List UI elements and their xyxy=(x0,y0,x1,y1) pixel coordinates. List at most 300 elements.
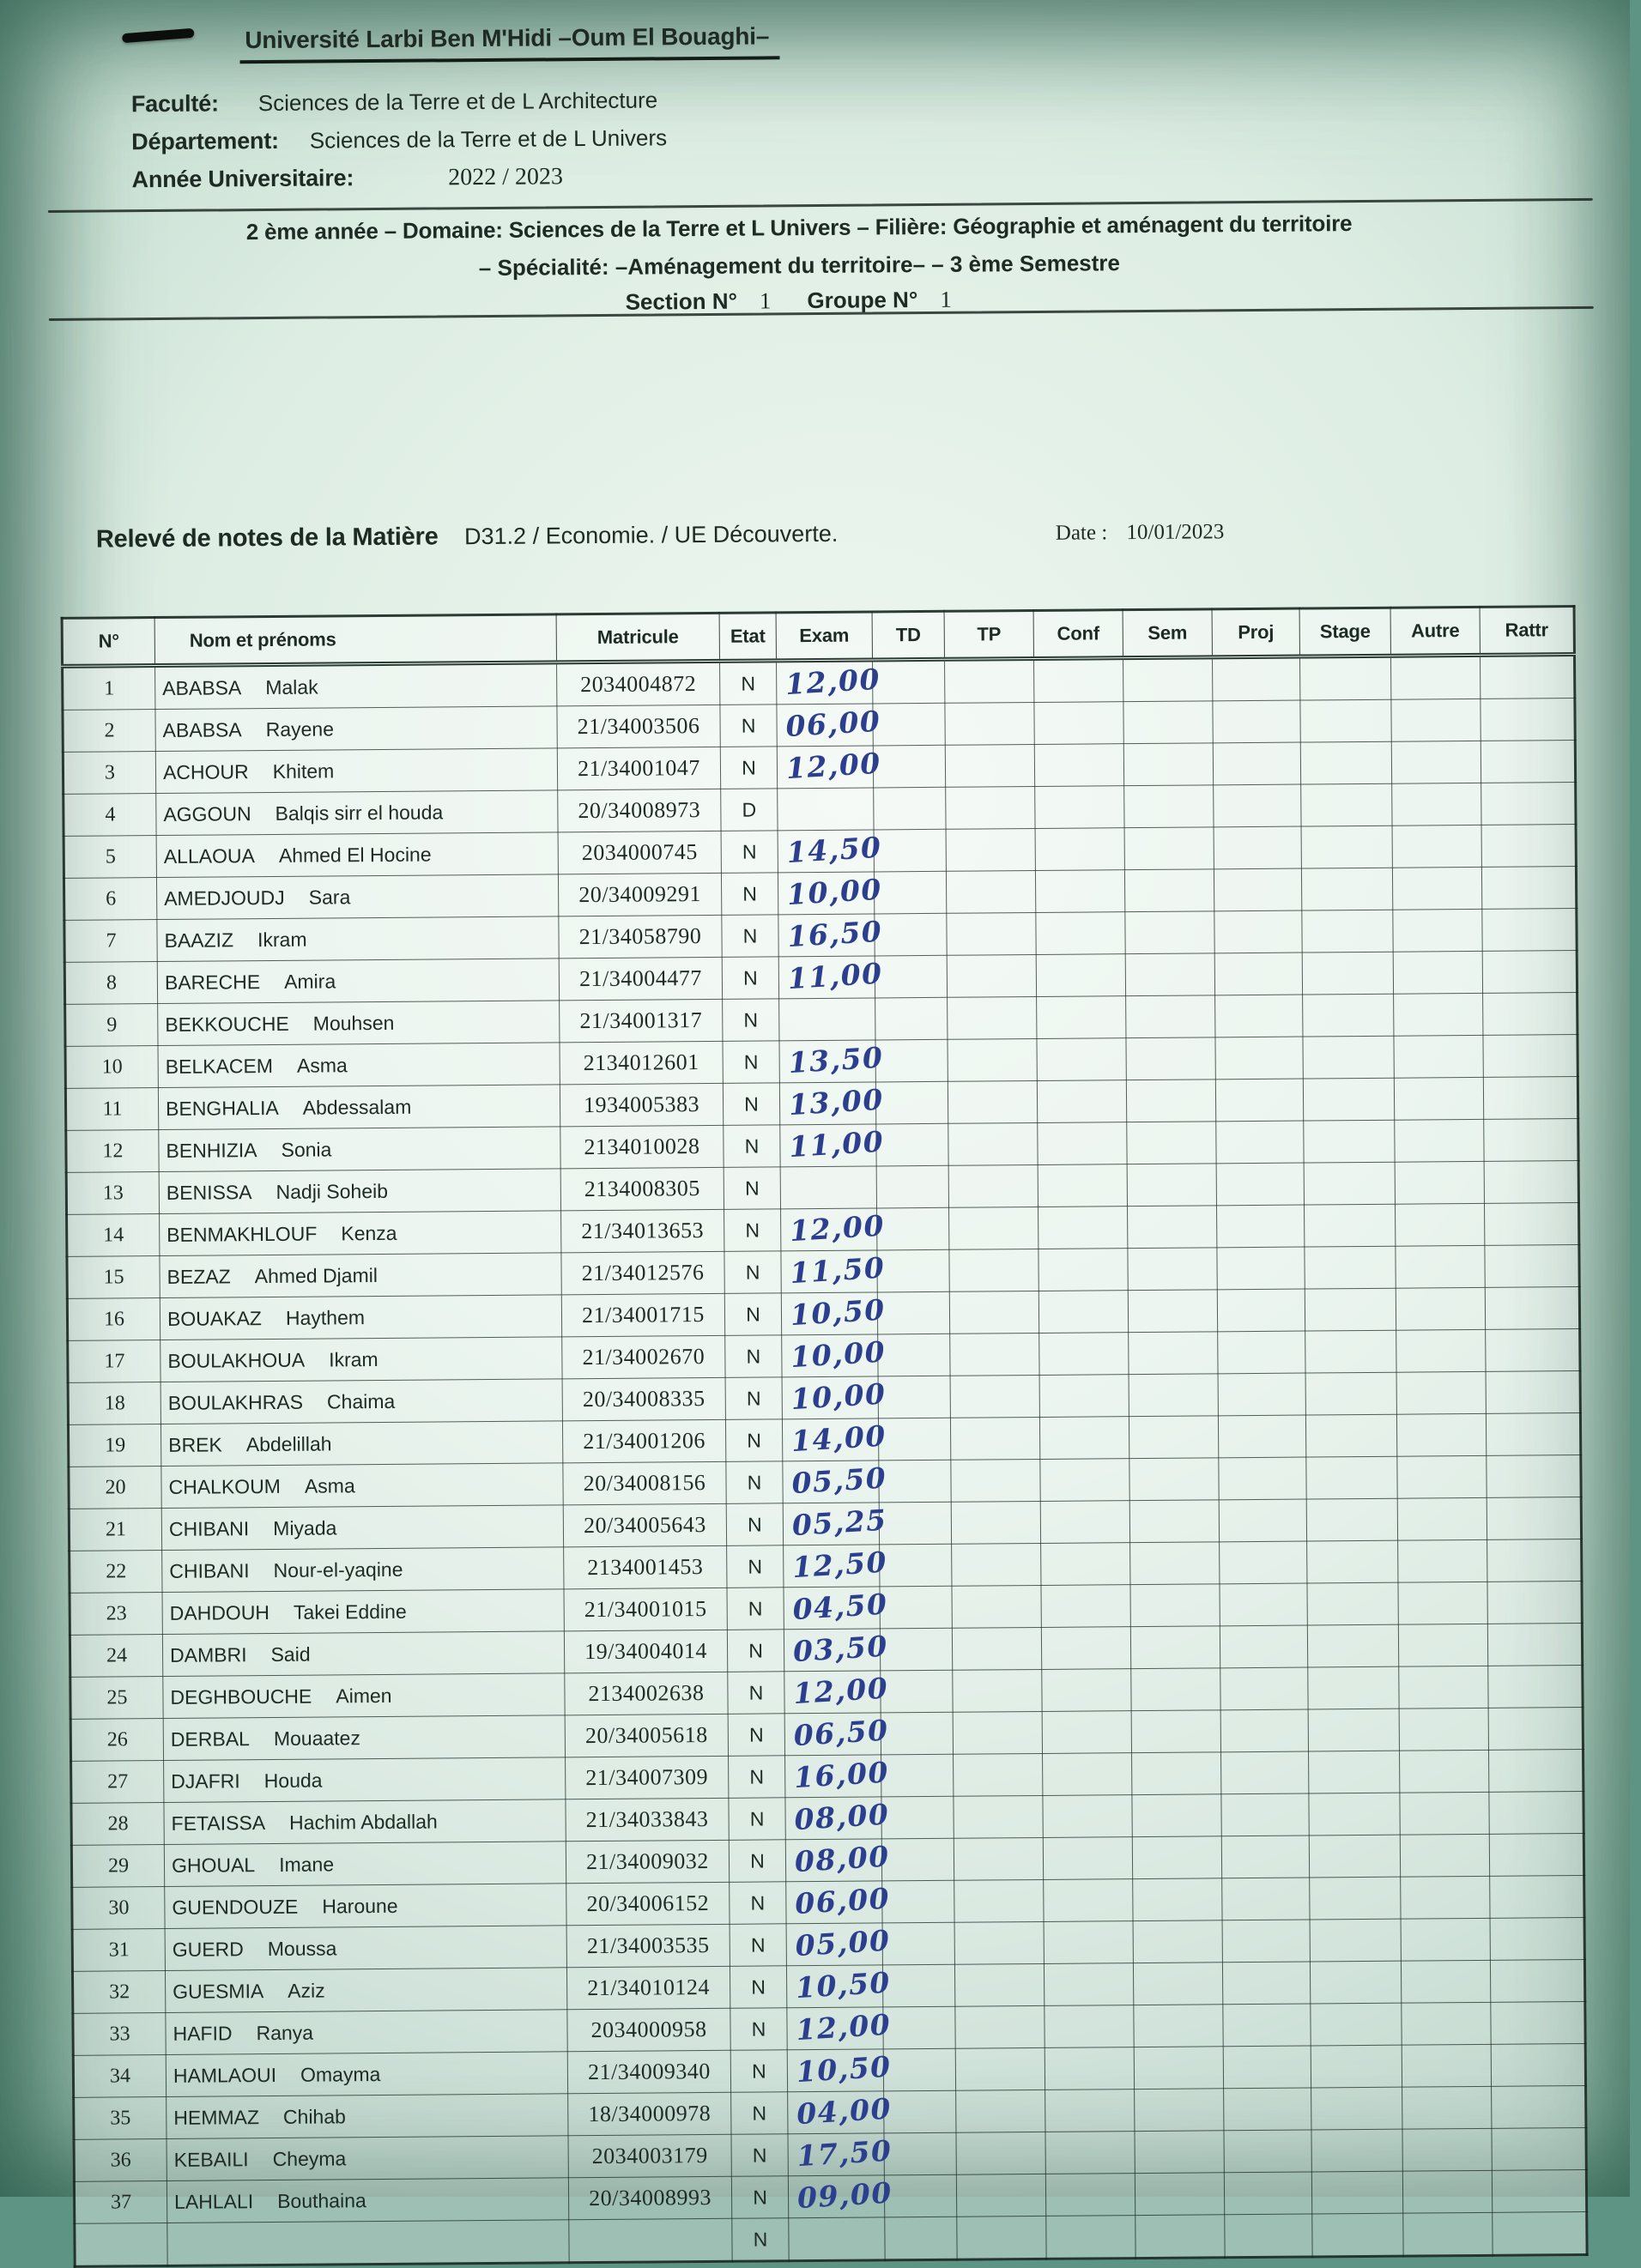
cell-sem xyxy=(1126,1080,1215,1122)
cell-proj xyxy=(1216,1163,1304,1206)
student-last-name: BOULAKHOUA xyxy=(167,1348,305,1371)
cell-td xyxy=(877,1249,949,1292)
cell-tp xyxy=(949,1207,1038,1249)
handwritten-grade: 10,50 xyxy=(796,2049,893,2089)
cell-exam xyxy=(777,746,873,789)
cell-tp xyxy=(957,2216,1046,2259)
handwritten-grade: 12,00 xyxy=(784,662,881,701)
student-last-name: ABABSA xyxy=(163,718,242,741)
cell-conf xyxy=(1038,1249,1128,1291)
cell-exam xyxy=(778,914,875,957)
cell-rattr xyxy=(1482,951,1577,994)
cell-etat: N xyxy=(726,1461,783,1504)
cell-conf xyxy=(1038,1122,1127,1165)
student-last-name: ALLAOUA xyxy=(164,844,255,868)
handwritten-grade: 10,50 xyxy=(790,1292,887,1332)
student-last-name: HEMMAZ xyxy=(173,2106,259,2129)
cell-tp xyxy=(954,1879,1044,1922)
cell-etat: N xyxy=(724,1251,781,1294)
cell-matricule: 2134002638 xyxy=(565,1672,728,1715)
cell-exam xyxy=(784,1629,880,1672)
cell-stage xyxy=(1306,1456,1397,1499)
cell-etat: N xyxy=(721,873,778,916)
cell-matricule: 20/34006152 xyxy=(566,1882,730,1925)
cell-etat: N xyxy=(729,1756,785,1799)
cell-autre xyxy=(1391,699,1481,741)
cell-stage xyxy=(1312,2213,1403,2257)
cell-autre xyxy=(1392,825,1481,868)
cell-conf xyxy=(1038,1207,1128,1249)
cell-name xyxy=(155,662,557,710)
student-last-name: BARECHE xyxy=(165,971,260,994)
handwritten-grade: 10,00 xyxy=(790,1334,887,1374)
cell-matricule: 2134008305 xyxy=(560,1167,724,1210)
cell-matricule: 21/34033843 xyxy=(566,1798,729,1841)
cell-number: 1 xyxy=(63,666,155,711)
cell-tp xyxy=(945,744,1034,787)
department-value: Sciences de la Terre et de L Univers xyxy=(310,124,667,154)
cell-number: 30 xyxy=(72,1886,165,1929)
cell-autre xyxy=(1392,867,1481,910)
cell-sem xyxy=(1130,1626,1220,1669)
cell-matricule: 21/34004477 xyxy=(559,957,722,1000)
cell-proj xyxy=(1221,1793,1309,1836)
cell-exam xyxy=(788,2133,884,2176)
cell-etat: N xyxy=(727,1630,784,1672)
cell-tp xyxy=(956,2132,1045,2174)
cell-td xyxy=(878,1376,950,1418)
handwritten-grade: 10,00 xyxy=(790,1376,887,1416)
column-header: Rattr xyxy=(1480,607,1574,656)
program-line-2: – Spécialité: –Aménagement du territoire– – 3 ème Semestre xyxy=(59,246,1539,285)
student-last-name: BOULAKHRAS xyxy=(168,1390,303,1413)
cell-etat: D xyxy=(721,789,778,832)
sheet-title-value: D31.2 / Economie. / UE Découverte. xyxy=(464,521,838,549)
cell-name xyxy=(160,1295,561,1340)
cell-exam xyxy=(781,1250,877,1293)
program-line-1: 2 ème année – Domaine: Sciences de la Terre et L Univers – Filière: Géographie et aménagent du territoire xyxy=(59,209,1539,247)
cell-proj xyxy=(1215,1079,1303,1122)
cell-number: 24 xyxy=(70,1634,162,1677)
cell-tp xyxy=(951,1501,1040,1544)
cell-conf xyxy=(1046,2216,1135,2259)
cell-conf xyxy=(1045,2132,1135,2174)
cell-proj xyxy=(1224,2130,1311,2173)
cell-stage xyxy=(1310,1877,1401,1920)
cell-rattr xyxy=(1492,2169,1586,2212)
handwritten-grade: 16,00 xyxy=(793,1755,890,1794)
column-header: N° xyxy=(62,618,154,667)
cell-stage xyxy=(1303,1078,1394,1121)
cell-exam xyxy=(786,1881,882,1924)
cell-matricule: 2134001453 xyxy=(564,1545,727,1588)
table-body xyxy=(63,655,1588,2267)
cell-proj xyxy=(1219,1457,1306,1500)
academic-year-label: Année Universitaire: xyxy=(131,165,354,193)
cell-sem xyxy=(1125,911,1214,954)
cell-number: 37 xyxy=(74,2180,167,2223)
handwritten-grade: 08,00 xyxy=(794,1839,891,1878)
student-first-name: Takei Eddine xyxy=(294,1600,407,1623)
cell-tp xyxy=(952,1543,1041,1586)
cell-number: 4 xyxy=(64,794,156,837)
cell-stage xyxy=(1305,1414,1396,1457)
cell-proj xyxy=(1212,656,1299,701)
cell-number: 31 xyxy=(72,1928,165,1971)
cell-td xyxy=(881,1796,954,1839)
student-first-name: Abdelillah xyxy=(246,1432,332,1455)
cell-td xyxy=(875,913,947,956)
column-header: TD xyxy=(872,611,944,660)
cell-number: 19 xyxy=(68,1424,160,1467)
faculty-label: Faculté: xyxy=(131,90,219,118)
cell-stage xyxy=(1302,952,1393,995)
cell-matricule: 21/34058790 xyxy=(559,915,722,958)
cell-rattr xyxy=(1483,1035,1577,1078)
department-row xyxy=(131,124,667,166)
cell-td xyxy=(879,1460,951,1503)
cell-etat: N xyxy=(730,1966,786,2009)
cell-rattr xyxy=(1480,655,1574,699)
cell-stage xyxy=(1305,1330,1396,1373)
cell-name xyxy=(164,1757,566,1803)
cell-autre xyxy=(1402,2086,1492,2129)
cell-number: 29 xyxy=(71,1844,164,1887)
student-last-name: GHOUAL xyxy=(172,1854,255,1877)
cell-matricule: 20/34008973 xyxy=(558,789,721,832)
cell-td xyxy=(875,1081,948,1124)
cell-tp xyxy=(946,828,1035,871)
cell-td xyxy=(876,1123,948,1166)
cell-name xyxy=(160,1421,562,1467)
handwritten-grade: 05,00 xyxy=(795,1923,892,1963)
cell-conf xyxy=(1038,1291,1128,1334)
cell-matricule: 20/34009291 xyxy=(558,873,721,916)
cell-sem xyxy=(1128,1290,1217,1333)
cell-autre xyxy=(1398,1624,1487,1666)
cell-conf xyxy=(1045,2174,1135,2217)
student-last-name: AGGOUN xyxy=(163,802,251,826)
cell-etat: N xyxy=(731,2134,788,2177)
student-first-name: Chihab xyxy=(283,2105,346,2128)
cell-matricule: 21/34001715 xyxy=(561,1293,724,1336)
cell-proj xyxy=(1222,1878,1310,1920)
cell-rattr xyxy=(1487,1455,1581,1498)
cell-rattr xyxy=(1490,1959,1584,2002)
student-first-name: Mouhsen xyxy=(313,1011,395,1034)
cell-td xyxy=(876,1165,948,1208)
cell-td xyxy=(873,745,945,788)
cell-td xyxy=(881,1670,953,1713)
student-first-name: Kenza xyxy=(341,1221,397,1244)
cell-matricule: 2034000958 xyxy=(567,2008,730,2051)
cell-sem xyxy=(1129,1374,1218,1417)
cell-tp xyxy=(949,1291,1038,1334)
academic-year-row xyxy=(131,162,667,204)
student-last-name: HAMLAOUI xyxy=(173,2063,276,2086)
cell-number: 7 xyxy=(64,920,157,963)
cell-tp xyxy=(954,1963,1044,2006)
cell-td xyxy=(879,1502,951,1545)
cell-etat: N xyxy=(724,1167,780,1210)
cell-conf xyxy=(1045,2005,1134,2048)
student-last-name: FETAISSA xyxy=(172,1811,266,1835)
cell-sem xyxy=(1123,701,1213,744)
cell-exam xyxy=(786,1923,882,1966)
cell-sem xyxy=(1123,743,1213,786)
cell-proj xyxy=(1217,1205,1305,1248)
cell-autre xyxy=(1401,1876,1490,1919)
cell-matricule: 21/34001047 xyxy=(557,747,720,789)
student-last-name: BELKACEM xyxy=(166,1054,273,1077)
handwritten-grade: 13,50 xyxy=(787,1040,884,1080)
student-first-name: Imane xyxy=(279,1853,334,1876)
cell-conf xyxy=(1037,996,1126,1039)
cell-sem xyxy=(1128,1206,1217,1249)
cell-autre xyxy=(1402,2170,1492,2213)
cell-etat: N xyxy=(721,831,778,874)
cell-exam xyxy=(785,1755,881,1798)
cell-exam xyxy=(780,1166,876,1209)
cell-sem xyxy=(1130,1542,1220,1585)
column-header: Exam xyxy=(776,612,872,661)
cell-name xyxy=(159,1169,560,1214)
cell-tp xyxy=(954,1795,1043,1838)
student-last-name: CHIBANI xyxy=(169,1517,249,1540)
cell-sem xyxy=(1134,2005,1223,2047)
cell-number: 6 xyxy=(64,878,156,921)
cell-number: 23 xyxy=(70,1592,162,1635)
cell-autre xyxy=(1400,1792,1489,1835)
student-last-name: BENMAKHLOUF xyxy=(167,1222,317,1245)
cell-rattr xyxy=(1486,1329,1580,1372)
cell-conf xyxy=(1039,1417,1129,1460)
cell-stage xyxy=(1305,1204,1396,1247)
cell-rattr xyxy=(1487,1582,1582,1624)
student-last-name: DAHDOUH xyxy=(170,1601,269,1624)
cell-number: 18 xyxy=(68,1382,160,1425)
cell-etat: N xyxy=(720,705,777,747)
cell-conf xyxy=(1043,1753,1132,1796)
cell-tp xyxy=(948,1080,1037,1123)
cell-sem xyxy=(1124,785,1214,828)
date-block xyxy=(1056,520,1225,546)
cell-tp xyxy=(948,1122,1038,1165)
student-first-name: Sonia xyxy=(281,1138,331,1160)
cell-exam xyxy=(784,1545,880,1588)
section-label: Section N° xyxy=(626,288,738,316)
cell-matricule: 21/34002670 xyxy=(562,1335,725,1378)
cell-stage xyxy=(1305,1288,1396,1331)
cell-stage xyxy=(1305,1372,1396,1415)
cell-autre xyxy=(1395,1161,1484,1204)
cell-number: 2 xyxy=(63,710,155,753)
cell-rattr xyxy=(1486,1413,1580,1456)
handwritten-grade: 14,00 xyxy=(790,1418,887,1458)
student-last-name: BENGHALIA xyxy=(166,1096,279,1119)
cell-conf xyxy=(1033,658,1123,703)
cell-exam xyxy=(778,788,874,831)
student-last-name: BENISSA xyxy=(167,1181,252,1204)
student-first-name: Cheyma xyxy=(273,2147,347,2170)
cell-td xyxy=(880,1544,952,1587)
column-header: Autre xyxy=(1390,607,1480,656)
cell-number: 33 xyxy=(73,2012,166,2055)
column-header: Conf xyxy=(1033,610,1123,659)
cell-number: 25 xyxy=(70,1676,163,1719)
cell-tp xyxy=(949,1249,1038,1291)
student-last-name: DERBAL xyxy=(171,1727,250,1751)
cell-etat: N xyxy=(729,1840,785,1883)
handwritten-grade: 06,00 xyxy=(794,1881,891,1920)
cell-autre xyxy=(1401,1960,1490,2003)
cell-etat: N xyxy=(732,2218,789,2262)
cell-sem xyxy=(1132,1836,1221,1879)
cell-td xyxy=(883,2048,955,2091)
handwritten-grade: 08,00 xyxy=(793,1797,890,1836)
date-value: 10/01/2023 xyxy=(1126,520,1224,544)
cell-autre xyxy=(1396,1245,1485,1288)
cell-stage xyxy=(1304,1120,1395,1163)
cell-number: 15 xyxy=(67,1256,160,1299)
cell-autre xyxy=(1393,909,1482,952)
cell-td xyxy=(880,1586,952,1629)
cell-sem xyxy=(1131,1668,1220,1711)
handwritten-grade: 10,00 xyxy=(786,872,883,911)
student-first-name: Amira xyxy=(284,970,336,992)
cell-name xyxy=(166,2052,567,2097)
cell-stage xyxy=(1305,1246,1396,1289)
cell-td xyxy=(882,1880,954,1923)
column-header: Etat xyxy=(719,613,776,662)
cell-stage xyxy=(1307,1582,1398,1625)
cell-autre xyxy=(1396,1371,1486,1414)
cell-number: 20 xyxy=(69,1467,161,1509)
department-label: Département: xyxy=(131,128,279,155)
cell-td xyxy=(884,2174,956,2217)
faculty-row xyxy=(131,87,667,129)
cell-conf xyxy=(1045,2047,1134,2090)
cell-number: 26 xyxy=(70,1718,163,1761)
cell-td xyxy=(877,1291,949,1334)
cell-sem xyxy=(1133,1963,1222,2005)
cell-td xyxy=(873,703,945,746)
cell-autre xyxy=(1399,1666,1488,1709)
cell-sem xyxy=(1134,2047,1223,2090)
cell-exam xyxy=(782,1334,878,1377)
cell-proj xyxy=(1213,742,1300,785)
cell-stage xyxy=(1301,783,1392,826)
student-last-name: CHIBANI xyxy=(169,1559,249,1582)
cell-matricule: 21/34003506 xyxy=(557,705,720,747)
cell-stage xyxy=(1309,1751,1400,1793)
academic-year-value: 2022 / 2023 xyxy=(448,163,563,191)
cell-name xyxy=(155,706,557,752)
student-last-name: BREK xyxy=(168,1433,222,1455)
cell-exam xyxy=(787,2049,883,2092)
cell-number: 5 xyxy=(64,836,156,879)
student-first-name: Ikram xyxy=(329,1348,378,1370)
column-header: Sem xyxy=(1123,609,1212,658)
cell-name xyxy=(161,1463,563,1509)
handwritten-grade: 05,50 xyxy=(790,1461,887,1500)
student-last-name: CHALKOUM xyxy=(168,1474,281,1497)
cell-number: 34 xyxy=(73,2054,166,2097)
cell-name xyxy=(161,1505,563,1551)
date-label: Date : xyxy=(1056,521,1108,544)
student-first-name: Ahmed El Hocine xyxy=(279,843,432,866)
student-first-name: Hachim Abdallah xyxy=(289,1810,438,1833)
cell-autre xyxy=(1395,1119,1484,1162)
cell-proj xyxy=(1220,1625,1307,1668)
cell-matricule: 21/34009340 xyxy=(567,2050,730,2093)
cell-stage xyxy=(1311,2045,1402,2088)
cell-etat: N xyxy=(727,1545,784,1588)
cell-autre xyxy=(1400,1834,1489,1877)
cell-name xyxy=(164,1799,566,1845)
cell-number: 36 xyxy=(74,2138,167,2181)
student-last-name: GUERD xyxy=(173,1938,244,1961)
cell-tp xyxy=(946,870,1035,913)
cell-matricule: 20/34005618 xyxy=(565,1714,728,1757)
cell-number: 14 xyxy=(67,1214,160,1257)
cell-rattr xyxy=(1491,2043,1585,2086)
student-last-name: BOUAKAZ xyxy=(167,1307,262,1330)
cell-sem xyxy=(1127,1164,1216,1207)
student-last-name: DAMBRI xyxy=(170,1643,247,1666)
cell-sem xyxy=(1129,1458,1219,1501)
cell-stage xyxy=(1303,994,1394,1037)
cell-etat: N xyxy=(723,1041,779,1084)
cell-sem xyxy=(1128,1248,1217,1291)
cell-rattr xyxy=(1493,2211,1587,2255)
cell-exam xyxy=(784,1587,880,1630)
cell-rattr xyxy=(1484,1203,1578,1246)
student-last-name: LAHLALI xyxy=(174,2190,253,2213)
cell-matricule: 21/34013653 xyxy=(561,1209,724,1252)
student-first-name: Said xyxy=(270,1642,310,1665)
cell-autre xyxy=(1397,1455,1487,1498)
cell-conf xyxy=(1040,1501,1129,1544)
cell-proj xyxy=(1224,2088,1311,2131)
cell-rattr xyxy=(1486,1371,1580,1414)
cell-proj xyxy=(1222,1920,1310,1963)
cell-tp xyxy=(948,996,1037,1039)
student-first-name: Abdessalam xyxy=(303,1095,412,1118)
cell-matricule: 2034003179 xyxy=(568,2134,731,2177)
cell-etat: N xyxy=(731,2176,788,2219)
cell-conf xyxy=(1040,1459,1129,1502)
cell-rattr xyxy=(1483,993,1577,1036)
cell-name xyxy=(160,1253,561,1298)
cell-etat: N xyxy=(730,1924,786,1967)
cell-tp xyxy=(952,1585,1041,1628)
student-first-name: Nour-el-yaqine xyxy=(274,1557,403,1581)
cell-matricule: 19/34004014 xyxy=(564,1630,727,1672)
student-last-name: BEKKOUCHE xyxy=(165,1012,289,1035)
cell-rattr xyxy=(1483,1077,1577,1120)
cell-stage xyxy=(1308,1666,1399,1709)
cell-rattr xyxy=(1481,699,1575,741)
cell-stage xyxy=(1302,910,1393,953)
cell-rattr xyxy=(1481,783,1576,826)
handwritten-grade: 04,50 xyxy=(791,1587,888,1626)
cell-autre xyxy=(1396,1329,1486,1372)
column-header: Stage xyxy=(1299,608,1390,656)
cell-exam xyxy=(783,1503,879,1545)
cell-stage xyxy=(1310,1919,1401,1962)
cell-name xyxy=(167,2094,568,2139)
